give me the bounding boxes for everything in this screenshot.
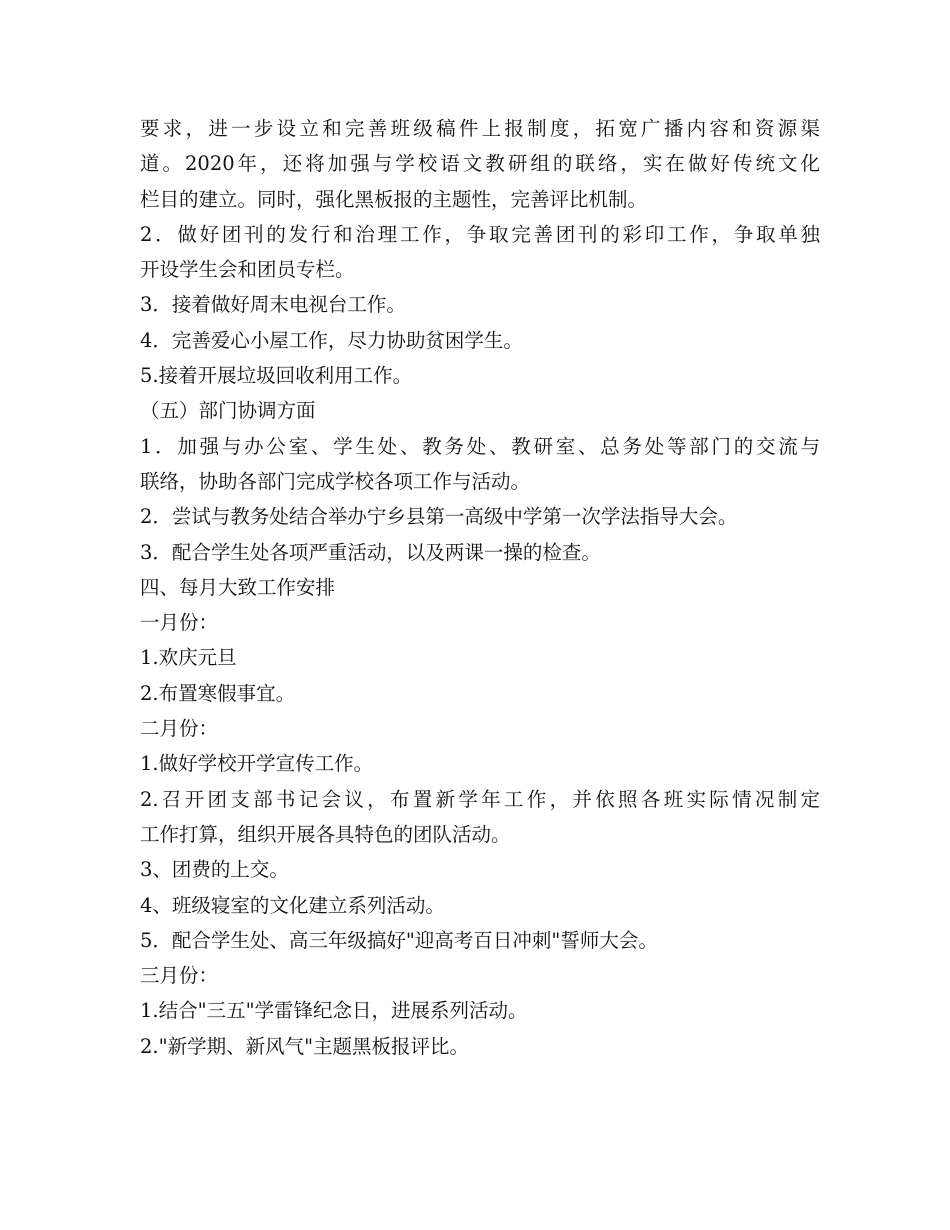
list-item: 4、班级寝室的文化建立系列活动。 <box>140 893 445 917</box>
list-item: 2.召开团支部书记会议，布置新学年工作，并依照各班实际情况制定 <box>140 787 820 811</box>
list-item: 3．接着做好周末电视台工作。 <box>140 293 406 317</box>
text-line: 联络，协助各部门完成学校各项工作与活动。 <box>140 469 531 493</box>
list-item: 2.布置寒假事宜。 <box>140 681 296 705</box>
section-heading: （五）部门协调方面 <box>140 399 316 423</box>
text-line: 工作打算，组织开展各具特色的团队活动。 <box>140 822 511 846</box>
list-item: 4．完善爱心小屋工作，尽力协助贫困学生。 <box>140 328 523 352</box>
list-item: 2．尝试与教务处结合举办宁乡县第一高级中学第一次学法指导大会。 <box>140 505 738 529</box>
month-heading: 一月份： <box>140 611 219 635</box>
list-item: 5．配合学生处、高三年级搞好"迎高考百日冲刺"誓师大会。 <box>140 928 658 952</box>
list-item: 5.接着开展垃圾回收利用工作。 <box>140 364 413 388</box>
list-item: 1.做好学校开学宣传工作。 <box>140 752 374 776</box>
list-item: 1．加强与办公室、学生处、教务处、教研室、总务处等部门的交流与 <box>140 434 820 458</box>
month-heading: 三月份： <box>140 964 219 988</box>
text-line: 栏目的建立。同时，强化黑板报的主题性，完善评比机制。 <box>140 187 648 211</box>
list-item: 3、团费的上交。 <box>140 858 289 882</box>
list-item: 3．配合学生处各项严重活动，以及两课一操的检查。 <box>140 540 601 564</box>
text-line: 开设学生会和团员专栏。 <box>140 258 355 282</box>
text-line: 道。2020年，还将加强与学校语文教研组的联络，实在做好传统文化 <box>140 152 820 176</box>
section-heading: 四、每月大致工作安排 <box>140 575 336 599</box>
document-body <box>140 111 820 1064</box>
list-item: 2."新学期、新风气"主题黑板报评比。 <box>140 1034 470 1058</box>
text-line: 要求，进一步设立和完善班级稿件上报制度，拓宽广播内容和资源渠 <box>140 117 820 140</box>
list-item: 1.结合"三五"学雷锋纪念日，进展系列活动。 <box>140 999 528 1023</box>
list-item: 2．做好团刊的发行和治理工作，争取完善团刊的彩印工作，争取单独 <box>140 222 820 246</box>
month-heading: 二月份： <box>140 717 219 741</box>
list-item: 1.欢庆元旦 <box>140 646 237 670</box>
